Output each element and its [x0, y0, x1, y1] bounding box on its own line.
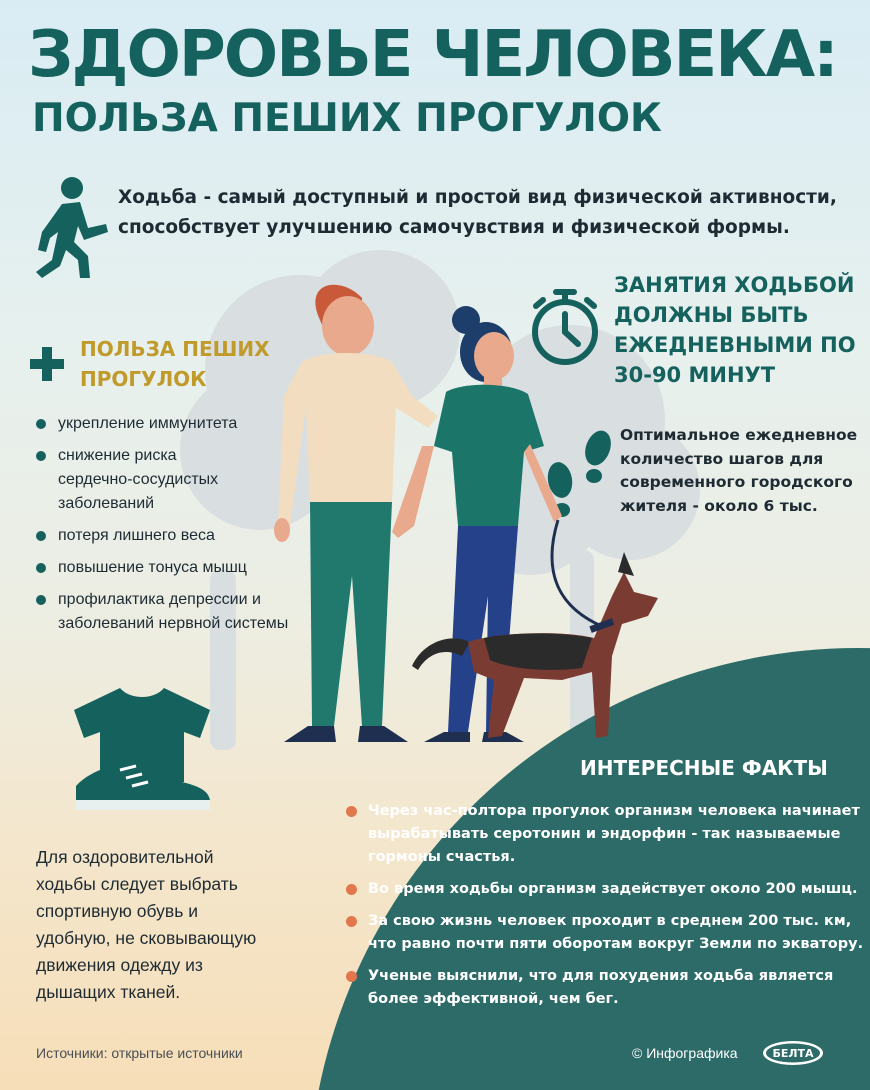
clothing-line-4: удобную, не сковывающую — [36, 928, 257, 948]
steps-line-4: жителя - около 6 тыс. — [620, 496, 818, 515]
bullet-icon — [346, 806, 357, 817]
list-item: снижение риска сердечно-сосудистых заболеваний — [36, 444, 336, 516]
clothing-line-5: движения одежду из — [36, 955, 203, 975]
list-item: потеря лишнего веса — [36, 524, 336, 548]
list-item: За свою жизнь человек проходит в среднем 200 тыс. км, что равно почти пяти оборотам вокруг Земли по экватору. — [346, 910, 846, 956]
bullet-icon — [36, 563, 46, 573]
bullet-icon — [36, 419, 46, 429]
benefits-heading-line-2: ПРОГУЛОК — [80, 367, 207, 391]
clothing-advice-text — [36, 844, 296, 1006]
page-subtitle: ПОЛЬЗА ПЕШИХ ПРОГУЛОК — [32, 96, 662, 141]
clothing-line-2: ходьбы следует выбрать — [36, 874, 238, 894]
intro-line-1: Ходьба - самый доступный и простой вид физической активности, — [118, 187, 837, 208]
clothing-line-1: Для оздоровительной — [36, 847, 214, 867]
credit-text: © Инфографика — [632, 1045, 738, 1061]
page-title: ЗДОРОВЬЕ ЧЕЛОВЕКА: — [28, 18, 837, 92]
facts-heading: ИНТЕРЕСНЫЕ ФАКТЫ — [580, 756, 828, 780]
plus-icon — [30, 347, 64, 381]
list-item: Во время ходьбы организм задействует около 200 мышц. — [346, 878, 846, 901]
walking-duration-line-2: ДОЛЖНЫ БЫТЬ — [614, 303, 809, 327]
couple-walking-dog-illustration — [262, 276, 682, 746]
benefits-heading-line-1: ПОЛЬЗА ПЕШИХ — [80, 337, 270, 361]
walking-duration-line-4: 30-90 МИНУТ — [614, 363, 776, 387]
bullet-icon — [36, 595, 46, 605]
clothing-line-6: дышащих тканей. — [36, 982, 181, 1002]
t-shirt-icon — [70, 686, 220, 816]
intro-line-2: способствует улучшению самочувствия и физической формы. — [118, 217, 790, 238]
bullet-icon — [346, 916, 357, 927]
facts-list — [346, 800, 864, 1020]
bullet-icon — [346, 884, 357, 895]
belta-logo-text: БЕЛТА — [772, 1047, 814, 1060]
bullet-icon — [36, 531, 46, 541]
clothing-line-3: спортивную обувь и — [36, 901, 198, 921]
sneaker-icon — [76, 758, 210, 810]
list-item: Через час-полтора прогулок организм человека начинает вырабатывать серотонин и эндорфин - так называемые гормоны счастья. — [346, 800, 846, 869]
dog-figure — [412, 552, 658, 738]
list-item: профилактика депрессии и заболеваний нервной системы — [36, 588, 336, 636]
steps-line-1: Оптимальное ежедневное — [620, 426, 858, 444]
walking-duration-line-3: ЕЖЕДНЕВНЫМИ ПО — [614, 333, 856, 357]
intro-text — [118, 183, 858, 243]
walking-person-icon — [32, 176, 112, 280]
steps-line-3: современного городского — [620, 473, 853, 491]
sources-text: Источники: открытые источники — [36, 1045, 243, 1061]
steps-line-2: количество шагов для — [620, 449, 824, 468]
bullet-icon — [36, 451, 46, 461]
walking-duration-line-1: ЗАНЯТИЯ ХОДЬБОЙ — [614, 273, 855, 297]
bullet-icon — [346, 971, 357, 982]
list-item: укрепление иммунитета — [36, 412, 336, 436]
list-item: Ученые выяснили, что для похудения ходьба является более эффективной, чем бег. — [346, 965, 846, 1011]
list-item: повышение тонуса мышц — [36, 556, 336, 580]
belta-logo — [762, 1040, 824, 1066]
